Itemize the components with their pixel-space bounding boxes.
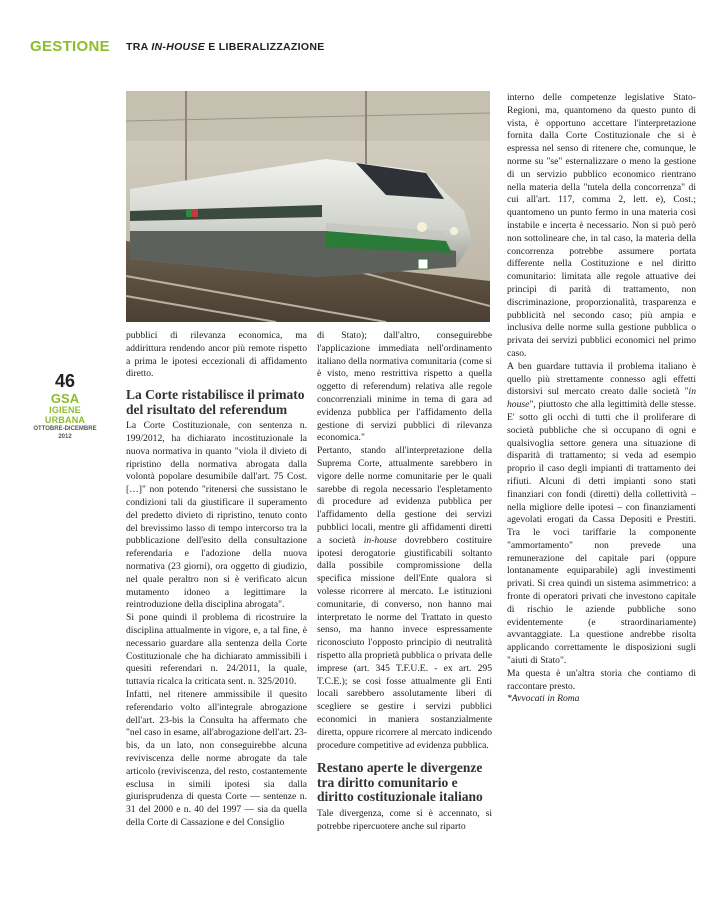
paragraph	[317, 445, 492, 752]
author-note: *Avvocati in Roma	[507, 693, 580, 705]
article-column-2	[317, 330, 492, 833]
page-header	[30, 38, 696, 60]
train-photo	[126, 91, 490, 322]
paragraph	[507, 361, 696, 668]
issue-date: OTTOBRE-DICEMBRE 2012	[33, 426, 97, 440]
text-emphasis: in-house	[363, 534, 397, 546]
paragraph: pubblici di rilevanza economica, ma addirittura rendendo ancor più remote rispetto a prima le ipotesi eccezionali di affidamento diretto.	[126, 330, 307, 380]
kicker-pre: TRA	[126, 41, 152, 53]
magazine-logo: GSA	[50, 391, 80, 406]
kicker-em: IN-HOUSE	[151, 41, 206, 53]
text-run: A ben guardare tuttavia il problema italiano è quello più strettamente connesso agli effetti distorsivi sul mercato creato dalle società "	[507, 360, 696, 398]
text-run: Pertanto, stando all'interpretazione della Suprema Corte, attualmente sarebbero in vigore delle norme comunitarie per le quali sarebbe di regola necessario l'espletamento di procedure ad evidenza pubblica per l'affidamento della gestione dei servizi pubblici locali, mentre gli affidamenti diretti a società	[317, 445, 492, 546]
paragraph: Tale divergenza, come si è accennato, si potrebbe ripercuotere anche sul riparto	[317, 807, 492, 832]
paragraph: Infatti, nel ritenere ammissibile il quesito referendario volto all'integrale abrogazione dell'art. 23-bis la Consulta ha affermato che "nel caso in esame, all'abrogazione dell'art. 23-bis, da un lato, non conseguirebbe alcuna reviviscenza delle norme abrogate da tale articolo (reviviscenza, del resto, costantemente esclusa in simili ipotesi sia dalla giurisprudenza di questa Corte — sentenze n. 31 del 2000 e n. 40 del 1997 — sia da quella della Corte di Cassazione e del Consiglio	[126, 688, 307, 828]
paragraph: interno delle competenze legislative Stato-Regioni, ma, quantomeno da questo punto di vista, è opportuno accettare l'interpretazione fornita dalla Corte Costituzionale che si è espressa nel senso di ritenere che, comunque, le norme su "se" esternalizzare o meno la gestione di un servizio pubblico economico rientrano nella materia della "tutela della concorrenza" di cui all'art. 117, comma 2, lett. e), Cost.; quantomeno un punto fermo in una materia così instabile e incerta è necessario. Non si può però non sottolineare che, in tal caso, la materia della concorrenza potrebbe assumere portata differente nella Costituzione e nel diritto comunitario: limitata alle regole attuative dei principi di parità di trattamento, non discriminazione, proporzionalità, trasparenza e pubblicità nel secondo caso; più ampia e inclusiva delle norme sulla gestione pubblica o privata dei servizi pubblici economici nel primo caso.	[507, 92, 696, 359]
paragraph: La Corte Costituzionale, con sentenza n. 199/2012, ha dichiarato incostituzionale la nuova normativa in quanto "viola il divieto di ripristino della normativa abrogata dalla volontà popolare desumibile dall'art. 75 Cost. […]" non potendo "ritenersi che sussistano le condizioni tali da giustificare il superamento del predetto divieto di ripristino, tenuto conto del brevissimo lasso di tempo intercorso tra la pubblicazione dell'esito della consultazione referendaria e l'adozione della nuova normativa (23 giorni), ora oggetto di giudizio, nel quale peraltro non si è verificato alcun mutamento idoneo a legittimare la reintroduzione della disciplina abrogata".	[126, 420, 307, 611]
page-margin-info	[30, 372, 100, 441]
text-emphasis: in house	[507, 386, 696, 411]
article-column-3	[507, 92, 696, 706]
kicker-post: E LIBERALIZZAZIONE	[205, 41, 325, 53]
section-title: GESTIONE	[30, 38, 110, 55]
paragraph: Ma questa è un'altra storia che contiamo di raccontare presto.	[507, 667, 696, 692]
paragraph: di Stato); dall'altro, conseguirebbe l'applicazione immediata nell'ordinamento italiano della normativa comunitaria (come si è visto, meno restrittiva rispetto a quella oggetto di referendum) relativa alle regole concorrenziali minime in tema di gara ad evidenza pubblica per l'affidamento della gestione di servizi pubblici di rilevanza economica."	[317, 330, 492, 444]
kicker	[126, 41, 325, 53]
paragraph: Si pone quindi il problema di ricostruire la disciplina attualmente in vigore, e, a tal fine, è necessario guardare alla sentenza della Corte Costituzionale che ha dichiarato ammissibili i quesiti referendari n. 24/2011, la quale, tuttavia ricalca la criticata sent. n. 325/2010.	[126, 612, 307, 688]
magazine-subtitle: IGIENE URBANA	[44, 405, 86, 425]
text-run: ", piuttosto che alla legittimità delle stesse. E' sotto gli occhi di tutti che il proliferare di società pubbliche che si occupano di ogni e qualsivoglia settore genera una situazione di disparità di trattamento; si veda ad esempio proprio il caso degli impianti di trattamento dei rifiuti. Alcuni di detti impianti sono stati finanziari con fondi (diretti) della collettività – nella migliore delle ipotesi – con finanziamenti agevolati erogati da Cassa Depositi e Prestiti. Tra le voci tariffarie la componente "ammortamento" non prevede una remunerazione del capitale pari (oppure lontanamente equiparabile) agli investimenti privati. Si crea quindi un sistema asimmetrico: a fronte di operatori privati che investono capitale di rischio le aziende pubbliche sono evidentemente (e straordinariamente) avvantaggiate. La questione andrebbe risolta applicando correttamente le disposizioni sugli "aiuti di Stato".	[507, 399, 696, 667]
page-number: 46	[54, 371, 76, 391]
text-run: dovrebbero costituire ipotesi derogatorie giustificabili soltanto dalla possibile compromissione della specifica missione dell'Ente qualora si volesse ricorrere al mercato. Le istituzioni comunitarie, di converso, non hanno mai interpretato le norme del Trattato in questo senso, ma hanno invece espressamente riconosciuto l'opposto principio di neutralità rispetto alla proprietà pubblica o privata delle imprese (art. 345 T.F.U.E. - ex art. 295 T.C.E.); se così fosse attualmente gli Enti locali sarebbero assolutamente liberi di scegliere se gestire i servizi pubblici economici in maniera sostanzialmente diretta, oppure ricorrere al mercato indicendo procedure competitive ad evidenza pubblica.	[317, 534, 492, 751]
subheading: Restano aperte le divergenze tra diritto comunitario e diritto costituzionale italiano	[317, 760, 483, 805]
subheading: La Corte ristabilisce il primato del risultato del referendum	[126, 387, 305, 417]
article-column-1	[126, 330, 307, 830]
